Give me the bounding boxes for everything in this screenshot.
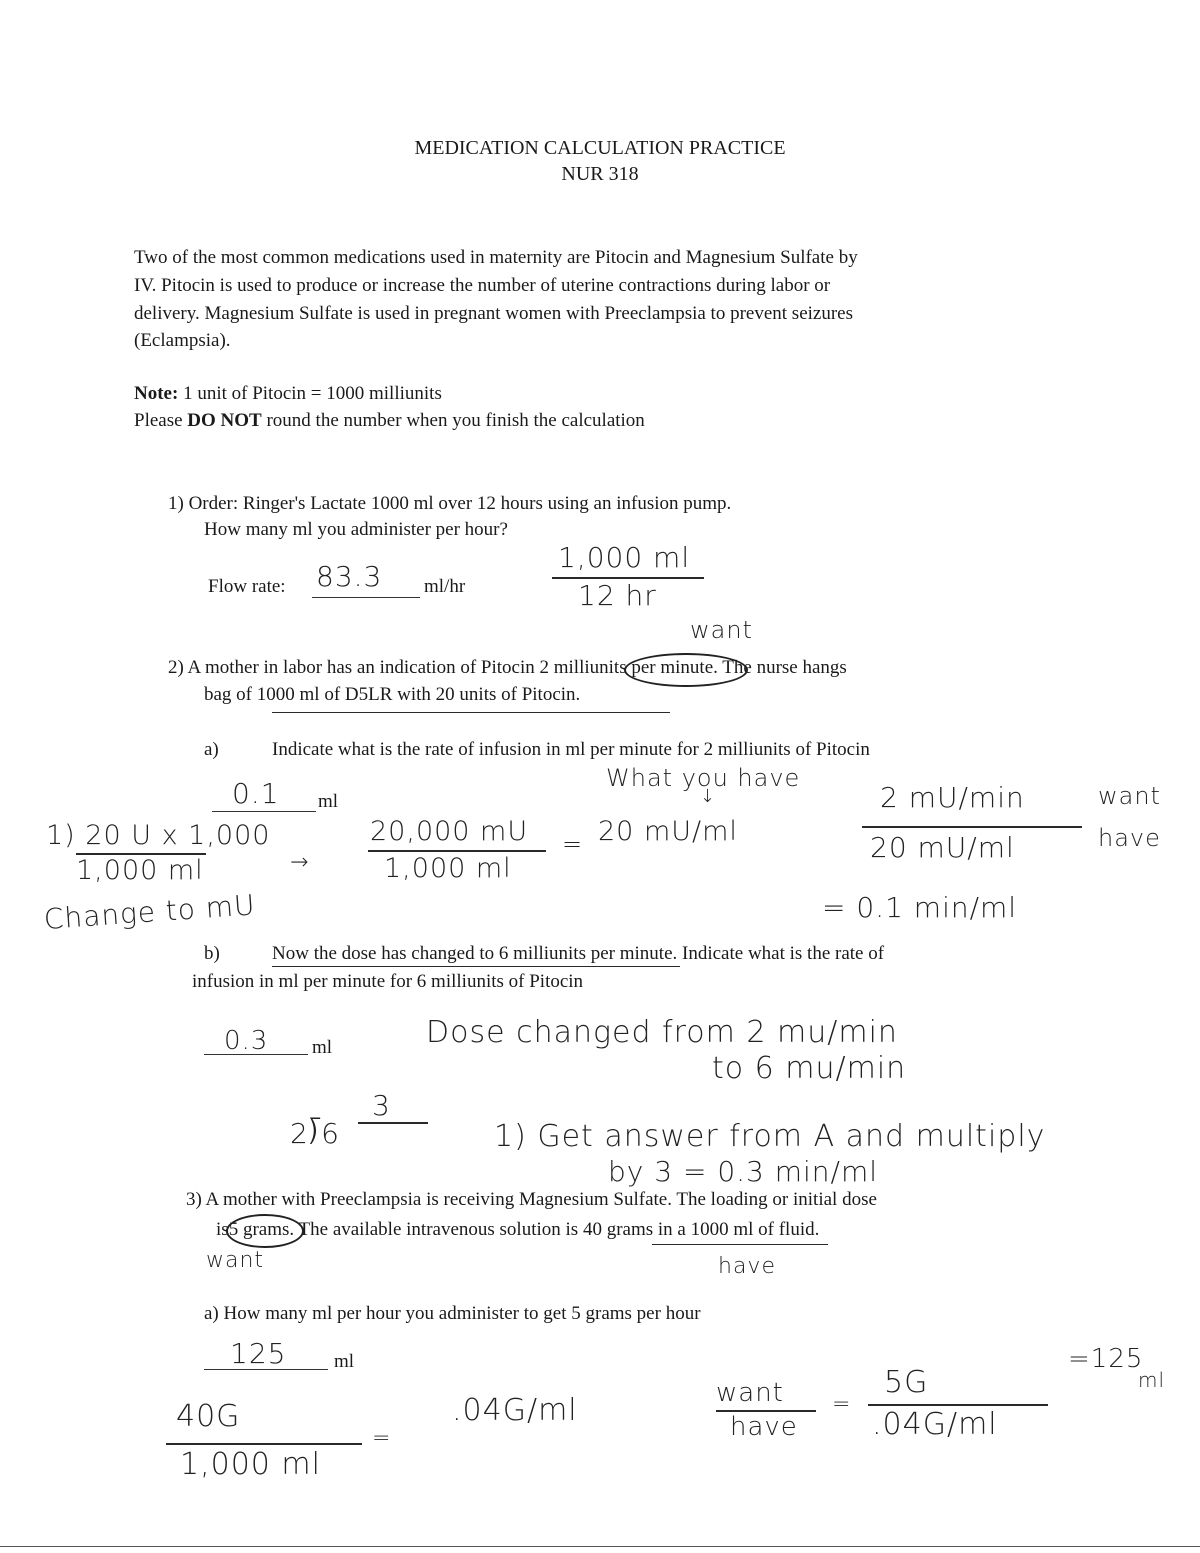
q2a-answer: 0.1 (232, 777, 280, 810)
q2b-unit: ml (312, 1037, 333, 1058)
q3-line2-suffix: . The available intravenous solution is 40 grams in a 1000 ml of fluid. (289, 1219, 820, 1240)
q1-line-2: How many ml you administer per hour? (204, 519, 508, 540)
round-bold: DO NOT (187, 410, 262, 431)
round-suffix: round the number when you finish the calculation (266, 410, 645, 431)
work-5g-denominator: .04G/ml (872, 1407, 998, 1442)
q1-work-numerator: 1,000 ml (558, 541, 691, 574)
q3-line-1: 3) A mother with Preeclampsia is receiving Magnesium Sulfate. The loading or initial dose (186, 1189, 877, 1210)
intro-line-2: IV. Pitocin is used to produce or increase the number of uterine contractions during labor or (134, 275, 831, 296)
work-have-denominator: 20 mU/ml (870, 831, 1015, 864)
q1-answer: 83.3 (316, 560, 383, 593)
work-5g-numerator: 5G (884, 1365, 929, 1400)
work-equals-3: = (832, 1392, 852, 1417)
what-you-have-note: What you have (606, 764, 801, 792)
work-want-label: want (1098, 782, 1161, 810)
division-quotient: 3 (372, 1089, 391, 1122)
q2a-answer-blank (212, 811, 316, 812)
q2-underline-mark (272, 712, 670, 713)
note-text: 1 unit of Pitocin = 1000 milliunits (183, 383, 442, 404)
q2a-text: Indicate what is the rate of infusion in ml per minute for 2 milliunits of Pitocin (272, 739, 870, 760)
q2b-underline-mark (272, 966, 680, 967)
get-answer-note-1: 1) Get answer from A and multiply (494, 1119, 1046, 1154)
work-want-over: want (716, 1378, 784, 1408)
q3-line-2 (216, 1220, 819, 1239)
intro-line-4: (Eclampsia). (134, 330, 231, 351)
note-line (134, 384, 442, 403)
q2b-text-line-1: Now the dose has changed to 6 milliunits per minute. Indicate what is the rate of (272, 943, 885, 964)
q2-circled-milliunits: milliunits (553, 657, 627, 678)
q1-flow-label: Flow rate: (208, 576, 286, 597)
q3-underline-mark (652, 1244, 828, 1245)
work-40g-bar (166, 1443, 362, 1445)
work-step1-numerator: 1) 20 U x 1,000 (46, 820, 271, 851)
work-frac2-bar (368, 850, 546, 852)
work-result-unit: ml (1138, 1368, 1166, 1392)
course-code: NUR 318 (561, 163, 639, 185)
down-arrow-icon: ↓ (700, 786, 717, 807)
work-have-label: have (1098, 824, 1161, 852)
work-want-bar (862, 826, 1082, 828)
round-prefix: Please (134, 410, 183, 431)
division-work: 2⟌6 (290, 1117, 340, 1150)
intro-line-1: Two of the most common medications used in maternity are Pitocin and Magnesium Sulfate by (134, 247, 858, 268)
rounding-instruction (134, 411, 645, 430)
q2a-label: a) (204, 739, 219, 760)
q2b-text-line-2: infusion in ml per minute for 6 milliunits of Pitocin (192, 971, 584, 992)
q2-line1-suffix: per minute. The nurse hangs (631, 657, 847, 678)
get-answer-note-2: by 3 = 0.3 min/ml (608, 1155, 879, 1188)
q3a-answer: 125 (230, 1337, 287, 1370)
work-result-125: =125 (1068, 1344, 1144, 1374)
circle-mark (624, 653, 748, 687)
dose-changed-note-2: to 6 mu/min (712, 1051, 907, 1086)
right-arrow-icon: → (290, 850, 310, 875)
work-40g-denominator: 1,000 ml (180, 1447, 321, 1482)
work-want-numerator: 2 mU/min (880, 781, 1025, 814)
q3-have-note: have (718, 1254, 776, 1279)
division-bar (358, 1122, 428, 1124)
q3a-answer-blank (204, 1369, 328, 1370)
work-step1-denominator: 1,000 ml (76, 855, 204, 886)
q2a-unit: ml (318, 791, 339, 812)
q2-want-note: want (690, 616, 753, 644)
q2-line-2: bag of 1000 ml of D5LR with 20 units of Pitocin. (204, 684, 581, 705)
q3-line2-prefix: is (216, 1219, 229, 1240)
work-concentration-2: .04G/ml (452, 1393, 578, 1428)
q2b-answer: 0.3 (224, 1026, 269, 1056)
q2b-label: b) (204, 943, 220, 964)
scan-bottom-edge (0, 1546, 1200, 1547)
q3a-unit: ml (334, 1351, 355, 1372)
work-result-a: = 0.1 min/ml (822, 891, 1018, 924)
q1-work-denominator: 12 hr (578, 579, 657, 612)
dose-changed-note-1: Dose changed from 2 mu/min (426, 1015, 898, 1050)
work-5g-bar (868, 1404, 1048, 1406)
work-have-under: have (730, 1412, 798, 1442)
q1-answer-blank (312, 597, 420, 598)
q1-line-1: 1) Order: Ringer's Lactate 1000 ml over 12 hours using an infusion pump. (168, 493, 732, 514)
q3-want-note: want (206, 1248, 265, 1273)
work-concentration: 20 mU/ml (598, 816, 738, 847)
work-equals: = (562, 830, 584, 858)
work-frac2-numerator: 20,000 mU (370, 816, 529, 847)
work-frac2-denominator: 1,000 ml (384, 853, 512, 884)
circle-mark-dose (226, 1214, 304, 1248)
work-40g-numerator: 40G (176, 1399, 241, 1434)
page-title: MEDICATION CALCULATION PRACTICE (414, 137, 786, 159)
work-equals-2: = (372, 1426, 392, 1451)
q2b-answer-blank (204, 1054, 308, 1055)
q3a-text: a) How many ml per hour you administer to get 5 grams per hour (204, 1303, 701, 1324)
note-label: Note: (134, 383, 179, 404)
q3-circled-dose: 5 grams (228, 1219, 290, 1240)
intro-line-3: delivery. Magnesium Sulfate is used in pregnant women with Preeclampsia to prevent seizures (134, 303, 853, 324)
q2-line1-prefix: 2) A mother in labor has an indication of Pitocin 2 (168, 657, 549, 678)
change-to-mu-note: Change to mU (42, 888, 257, 936)
q1-unit: ml/hr (424, 576, 466, 597)
